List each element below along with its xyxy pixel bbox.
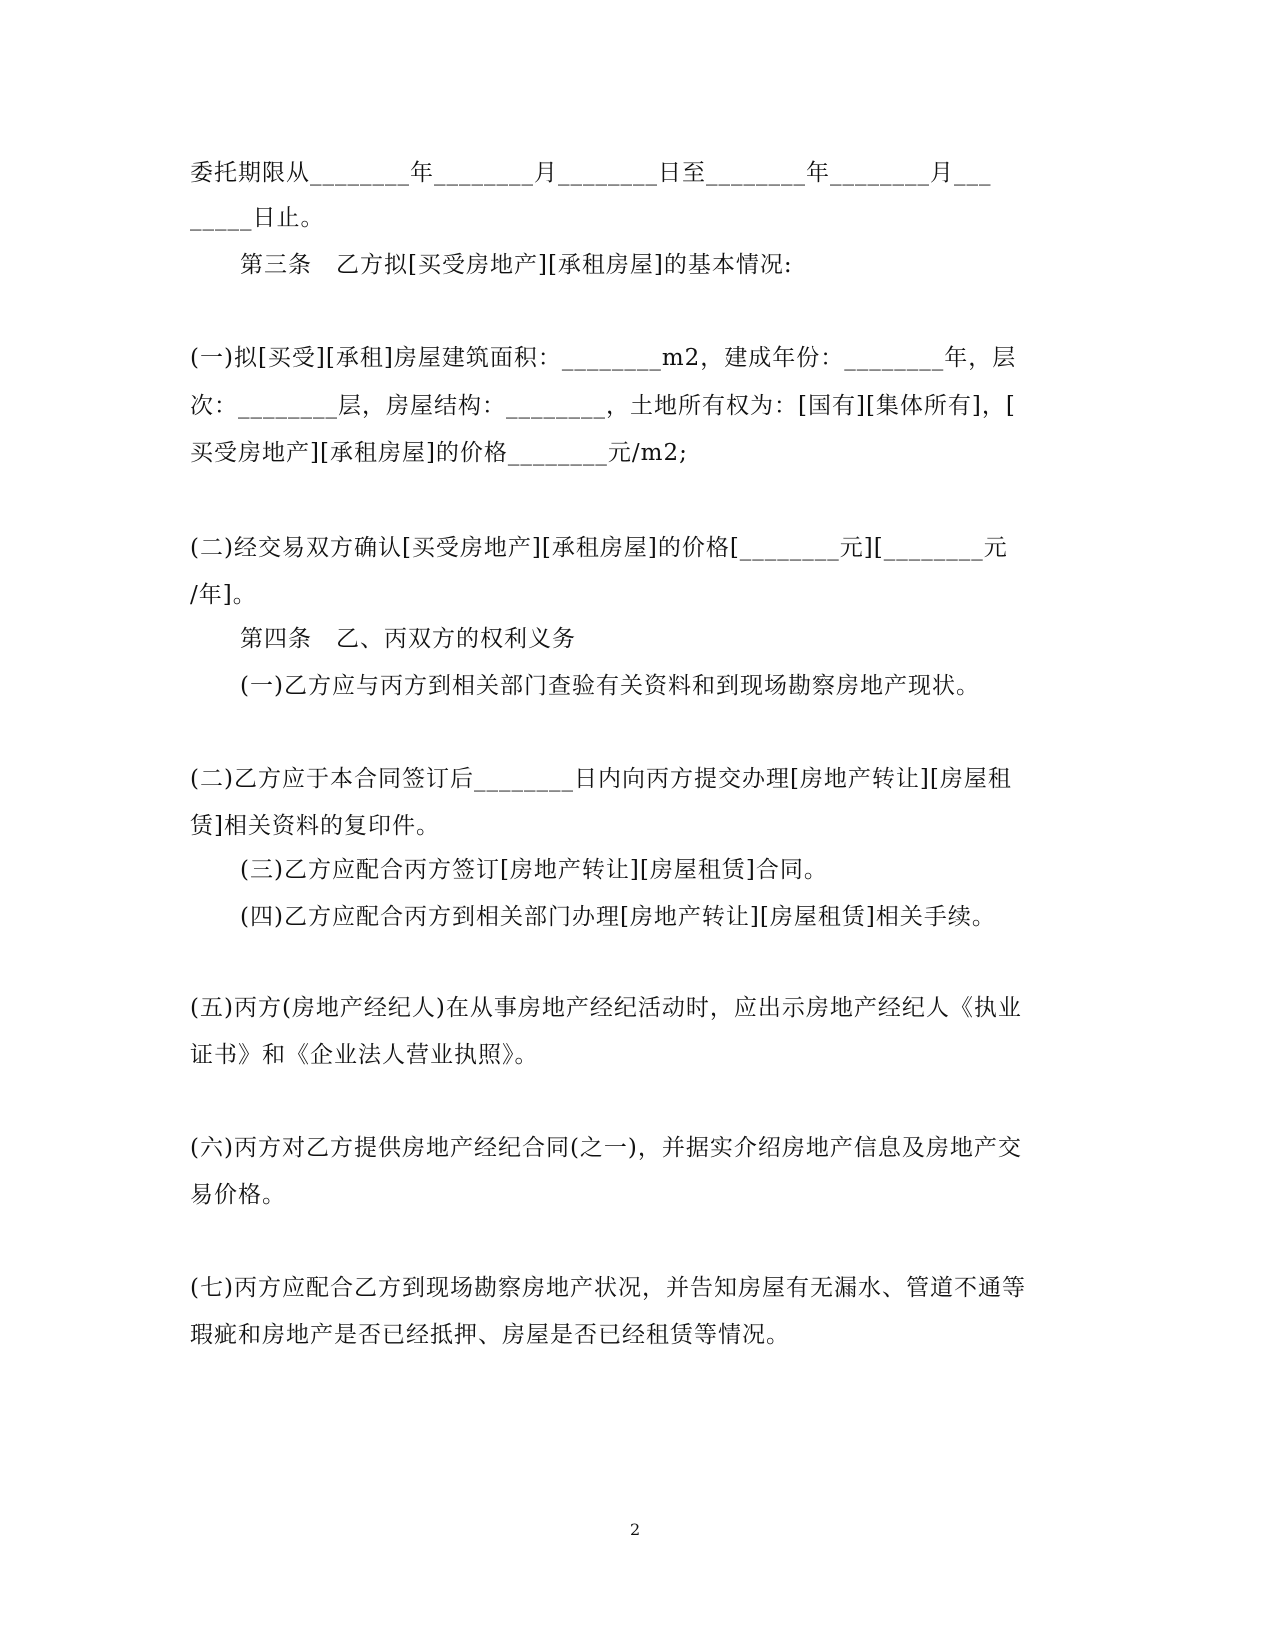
text-line-5: 次：________层，房屋结构：________，土地所有权为：[国有][集体所有]，[ [190,393,1016,419]
text-line-13: (三)乙方应配合丙方签订[房地产转让][房屋租赁]合同。 [240,857,828,883]
text-line-4: (一)拟[买受][承租]房屋建筑面积：________m2，建成年份：________年，层 [190,345,1017,371]
text-line-20: 瑕疵和房地产是否已经抵押、房屋是否已经租赁等情况。 [190,1322,790,1348]
text-line-10: (一)乙方应与丙方到相关部门查验有关资料和到现场勘察房地产现状。 [240,673,980,699]
text-line-6: 买受房地产][承租房屋]的价格________元/m2; [190,440,688,466]
text-line-15: (五)丙方(房地产经纪人)在从事房地产经纪活动时，应出示房地产经纪人《执业 [190,995,1022,1021]
article-4-heading: 第四条 乙、丙双方的权利义务 [240,626,576,652]
text-line-2: _____日止。 [190,205,325,231]
text-line-16: 证书》和《企业法人营业执照》。 [190,1042,539,1068]
text-line-7: (二)经交易双方确认[买受房地产][承租房屋]的价格[________元][________元 [190,535,1008,561]
text-line-8: /年]。 [190,582,257,608]
page-number: 2 [630,1520,641,1539]
text-line-19: (七)丙方应配合乙方到现场勘察房地产状况，并告知房屋有无漏水、管道不通等 [190,1275,1026,1301]
text-line-12: 赁]相关资料的复印件。 [190,813,440,839]
text-line-17: (六)丙方对乙方提供房地产经纪合同(之一)，并据实介绍房地产信息及房地产交 [190,1135,1022,1161]
text-line-14: (四)乙方应配合丙方到相关部门办理[房地产转让][房屋租赁]相关手续。 [240,904,996,930]
text-line-1: 委托期限从________年________月________日至________年________月___ [190,160,992,186]
article-3-heading: 第三条 乙方拟[买受房地产][承租房屋]的基本情况: [240,252,793,278]
text-line-18: 易价格。 [190,1182,286,1208]
text-line-11: (二)乙方应于本合同签订后________日内向丙方提交办理[房地产转让][房屋租 [190,766,1012,792]
